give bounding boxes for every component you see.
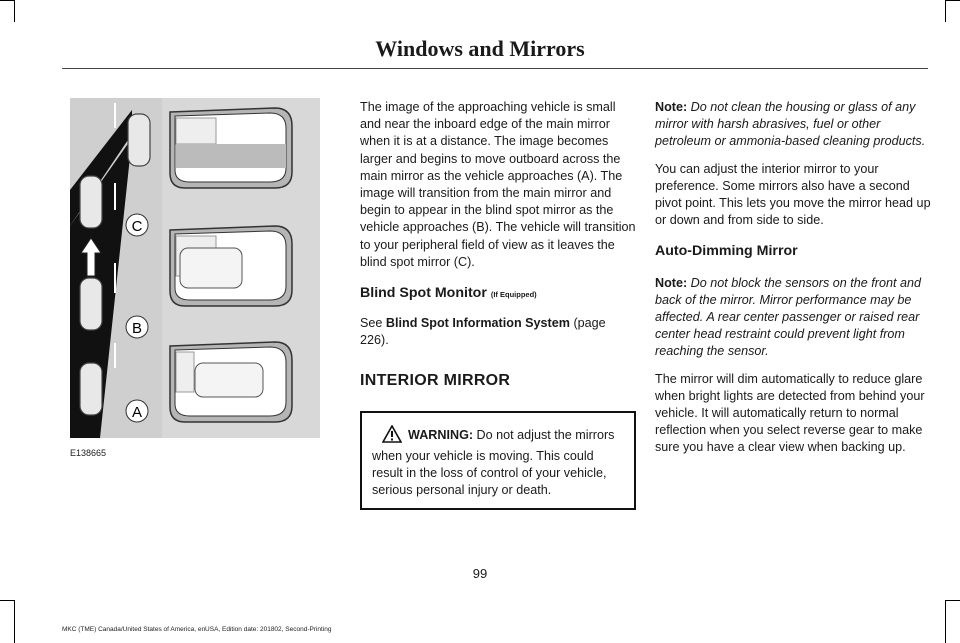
note-text: Do not block the sensors on the front and back of the mirror. Mirror performance may be affected. A rear center passenger or raised rear center head restraint could prevent light from reaching the sensor. — [655, 275, 922, 359]
car-icon — [80, 363, 102, 415]
blind-spot-mirror-figure — [70, 98, 320, 438]
note-label: Note: — [655, 275, 688, 290]
label-c: C — [131, 218, 143, 235]
auto-dimming-heading: Auto-Dimming Mirror — [655, 243, 798, 260]
column-right — [655, 99, 931, 467]
column-middle — [360, 99, 636, 510]
mirror-view-b — [170, 226, 292, 306]
warning-box — [360, 411, 636, 510]
mirror-view-a — [170, 342, 292, 422]
warning-triangle-icon — [382, 425, 402, 448]
mirror-view-c — [170, 108, 292, 188]
crop-mark — [945, 600, 946, 643]
car-icon — [80, 278, 102, 330]
see-suffix: (page 226). — [360, 316, 606, 348]
see-reference — [360, 315, 636, 349]
bsm-heading — [360, 285, 636, 303]
footer-text: MKC (TME) Canada/United States of America, enUSA, Edition date: 201802, Second-Printing — [62, 626, 332, 633]
bsm-heading-text: Blind Spot Monitor — [360, 285, 487, 302]
page-number: 99 — [472, 566, 488, 581]
approach-paragraph: The image of the approaching vehicle is small and near the inboard edge of the main mirror when it is at a distance. The image becomes larger and begins to move outboard across the main mirror as the vehicle approaches (A). The image will transition from the main mirror and begin to appear in the blind spot mirror as the vehicle approaches (B). The vehicle will transition to your peripheral field of view as it leaves the blind spot mirror (C). — [360, 100, 636, 269]
mirror-illustration — [70, 98, 320, 438]
crop-mark — [945, 0, 946, 22]
crop-mark — [946, 600, 960, 601]
adjust-paragraph: You can adjust the interior mirror to your preference. Some mirrors also have a second pivot point. This lets you move the mirror head up or down and from side to side. — [655, 161, 931, 228]
bsm-heading-tag: (If Equipped) — [490, 290, 537, 300]
dim-paragraph: The mirror will dim automatically to reduce glare when bright lights are detected from behind your vehicle. It will automatically return to normal reflection when you select reverse gear to make sure you have a clear view when backing up. — [655, 371, 925, 455]
blind-spot-link[interactable]: Blind Spot Information System — [385, 316, 570, 331]
note-cleaning — [655, 99, 931, 151]
crop-mark — [0, 600, 14, 601]
crop-mark — [0, 0, 14, 1]
label-b: B — [131, 320, 143, 337]
label-a: A — [131, 404, 143, 421]
car-icon — [80, 176, 102, 228]
warning-label: WARNING: — [408, 427, 474, 442]
page-title: Windows and Mirrors — [375, 36, 585, 61]
see-prefix: See — [360, 316, 386, 331]
crop-mark — [14, 600, 15, 643]
note-sensors — [655, 275, 931, 361]
section-title: INTERIOR MIRROR — [360, 371, 511, 389]
figure-id: E138665 — [70, 448, 107, 458]
approaching-car-icon — [128, 114, 150, 166]
note-text: Do not clean the housing or glass of any mirror with harsh abrasives, fuel or other petroleum or ammonia-based cleaning products. — [655, 100, 926, 149]
crop-mark — [14, 0, 15, 22]
warning-text: Do not adjust the mirrors when your vehicle is moving. This could result in the loss of control of your vehicle, serious personal injury or death. — [372, 427, 615, 498]
crop-mark — [946, 0, 960, 1]
note-label: Note: — [655, 100, 688, 114]
header-rule — [62, 68, 928, 69]
